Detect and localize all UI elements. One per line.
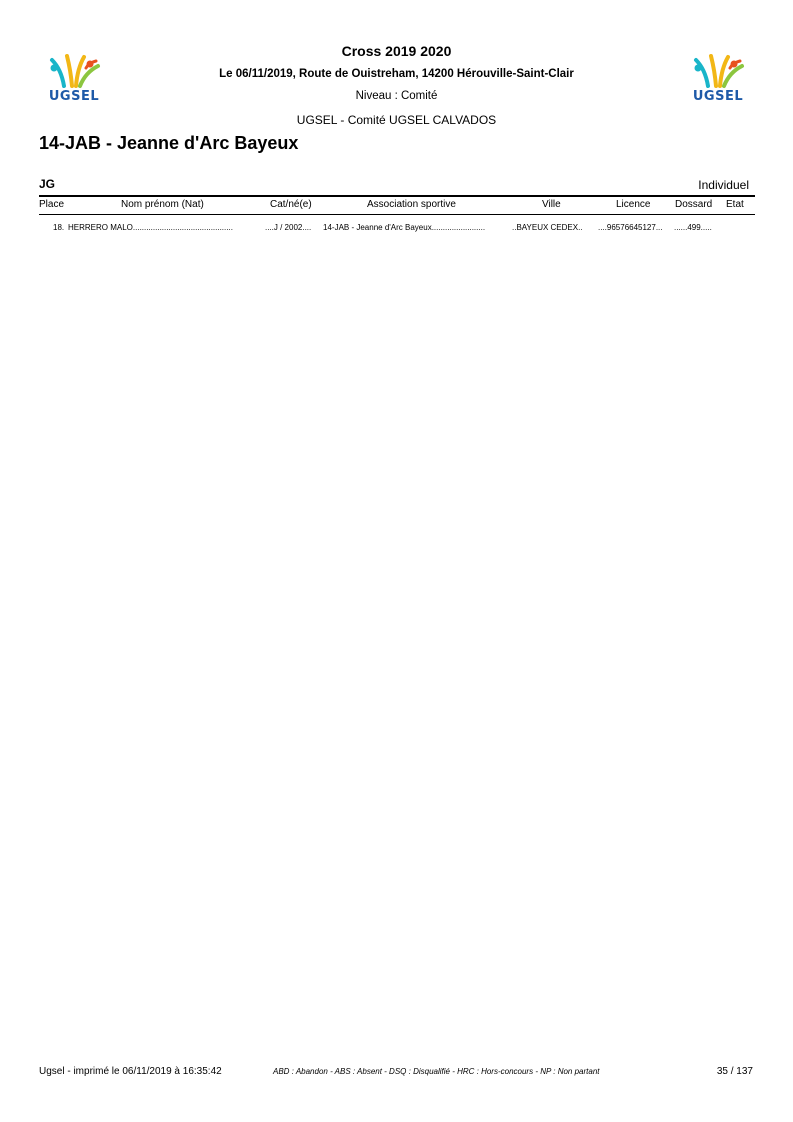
cell-association: 14-JAB - Jeanne d'Arc Bayeux........................ bbox=[323, 223, 486, 232]
column-header-licence: Licence bbox=[616, 199, 651, 210]
group-type: Individuel bbox=[698, 178, 749, 192]
event-subtitle: Le 06/11/2019, Route de Ouistreham, 14200 Hérouville-Saint-Clair bbox=[219, 68, 574, 80]
column-header-name: Nom prénom (Nat) bbox=[121, 199, 204, 210]
table-top-rule bbox=[39, 195, 755, 197]
footer-legend: ABD : Abandon - ABS : Absent - DSQ : Disqualifié - HRC : Hors-concours - NP : Non partant bbox=[273, 1067, 600, 1076]
table-header-rule bbox=[39, 214, 755, 215]
cell-licence: ....96576645127... bbox=[598, 223, 663, 232]
footer-printed: Ugsel - imprimé le 06/11/2019 à 16:35:42 bbox=[39, 1066, 222, 1077]
column-header-place: Place bbox=[39, 199, 65, 210]
cell-category: ....J / 2002.... bbox=[265, 223, 312, 232]
column-header-city: Ville bbox=[542, 199, 561, 210]
column-header-status: Etat bbox=[726, 199, 744, 210]
page-number: 35 / 137 bbox=[716, 1066, 753, 1077]
level-label: Niveau : Comité bbox=[355, 90, 438, 102]
page-title: Cross 2019 2020 bbox=[341, 43, 452, 59]
club-heading: 14-JAB - Jeanne d'Arc Bayeux bbox=[39, 133, 299, 153]
cell-name: HERRERO MALO............................................. bbox=[68, 223, 233, 232]
organization-label: UGSEL - Comité UGSEL CALVADOS bbox=[296, 113, 497, 127]
column-header-association: Association sportive bbox=[367, 199, 456, 210]
group-code: JG bbox=[39, 177, 56, 191]
cell-city: ..BAYEUX CEDEX.. bbox=[512, 223, 583, 232]
cell-bib: ......499..... bbox=[674, 223, 712, 232]
logo-text: UGSEL bbox=[692, 89, 744, 104]
column-header-bib: Dossard bbox=[675, 199, 713, 210]
logo-text: UGSEL bbox=[48, 89, 100, 104]
column-header-category: Cat/né(e) bbox=[270, 199, 312, 210]
cell-place: 18. bbox=[53, 223, 65, 232]
